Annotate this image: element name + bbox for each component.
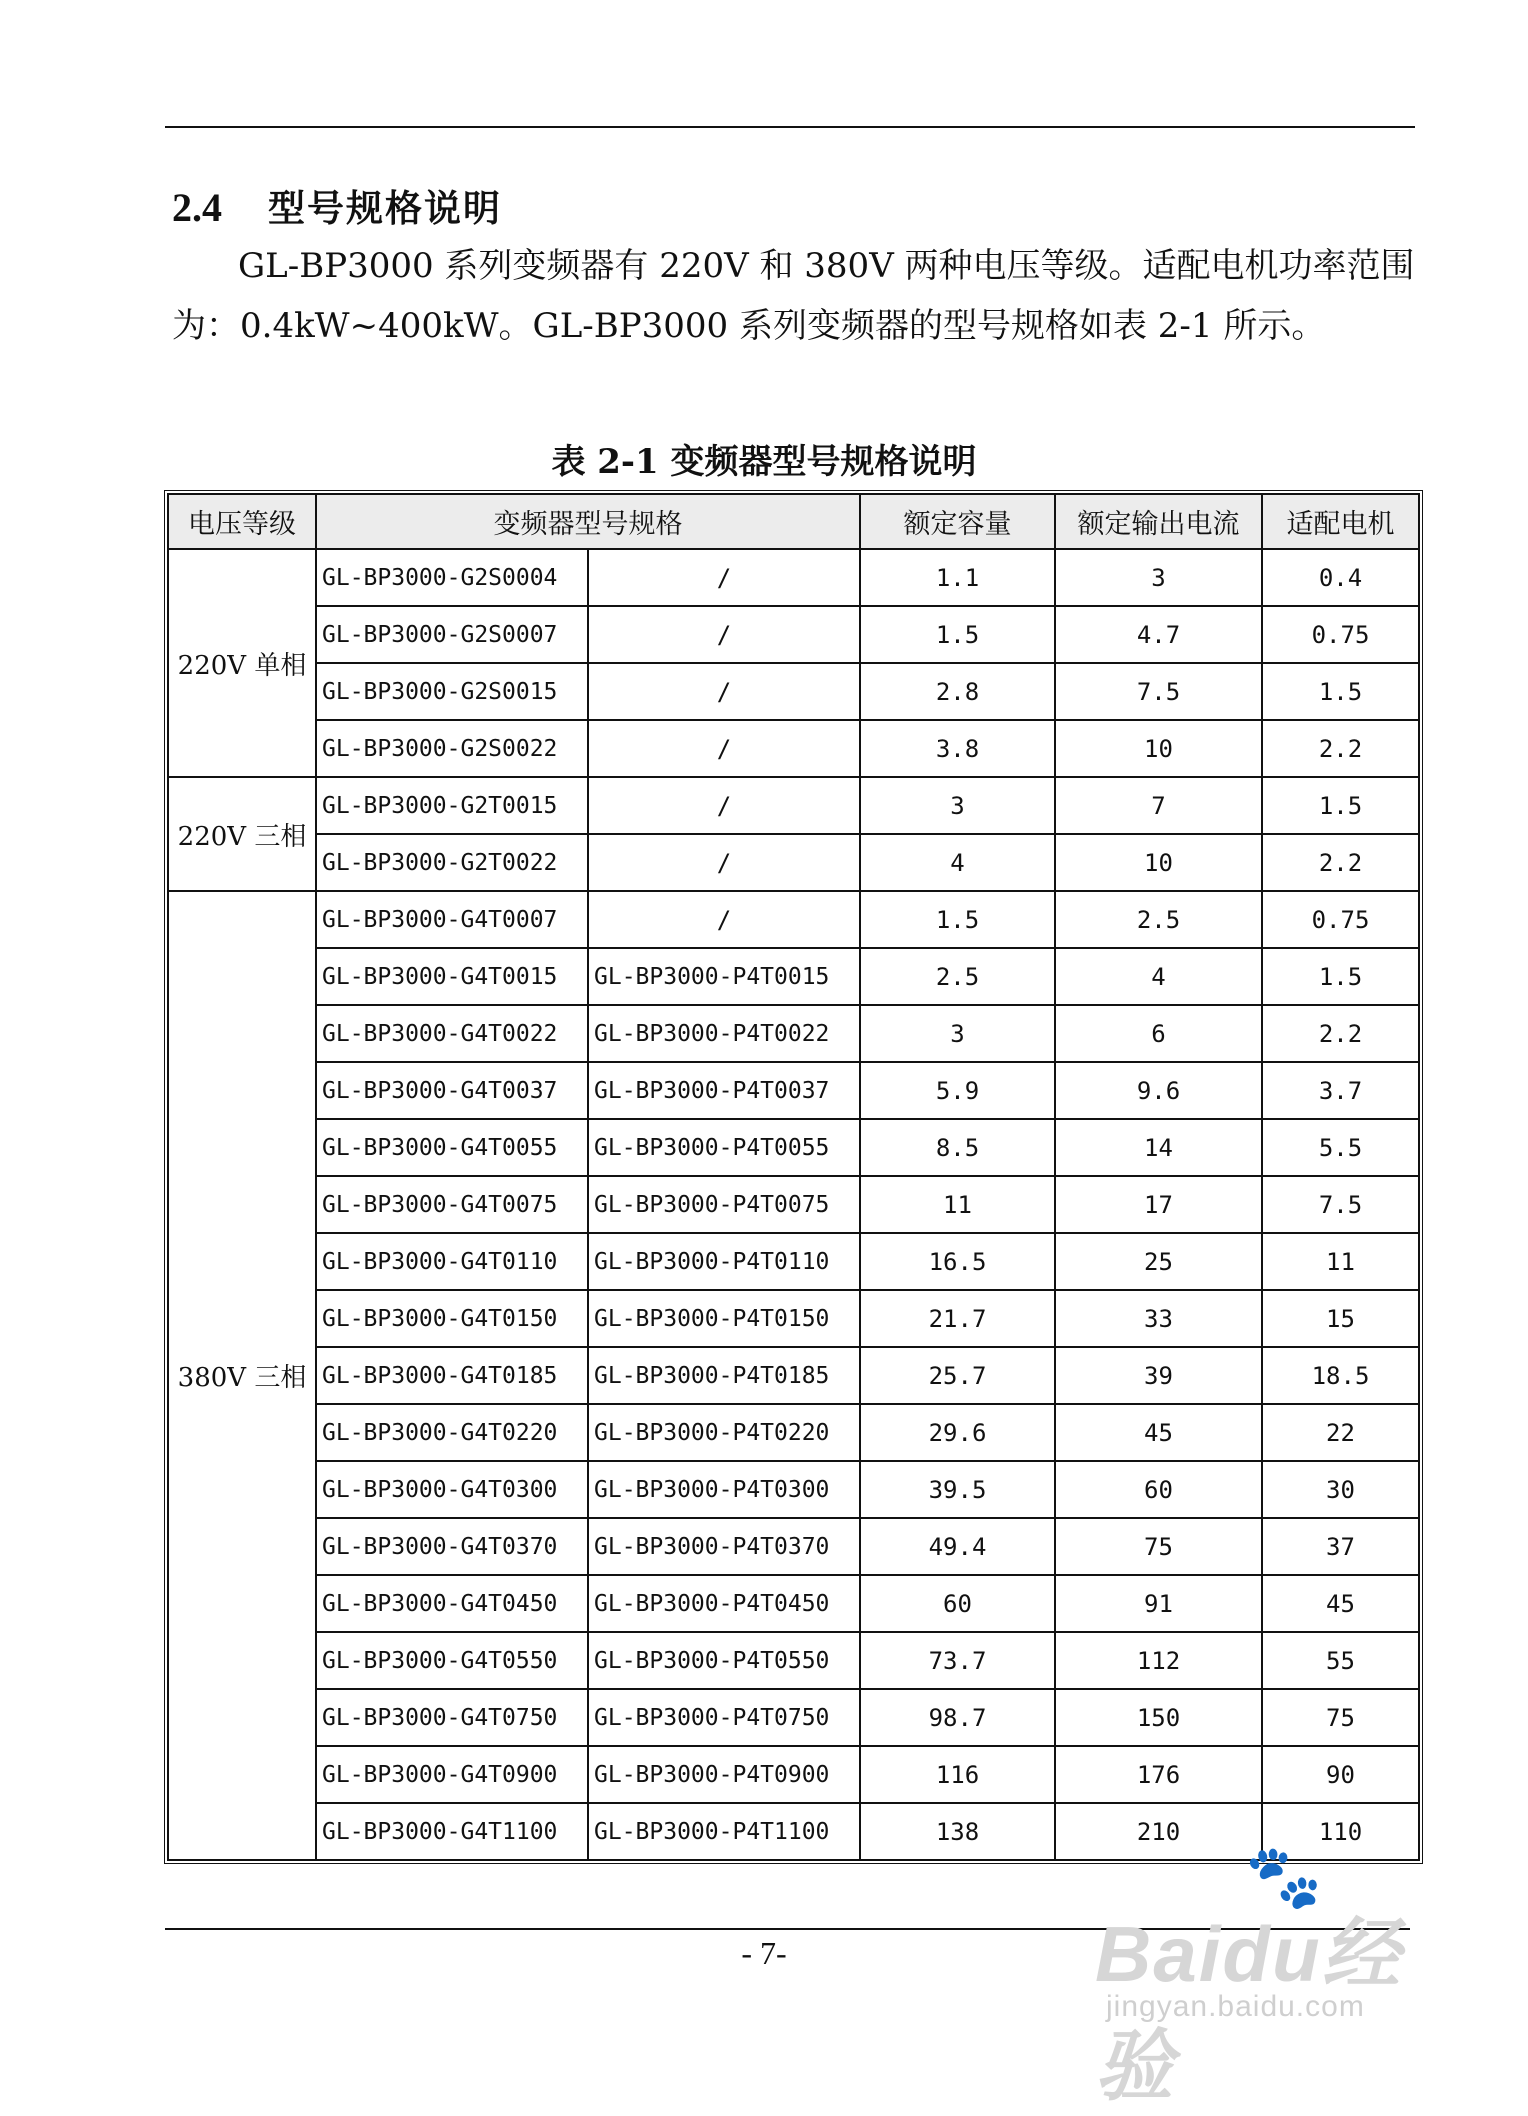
g-model-cell: GL-BP3000-G4T0185 (316, 1347, 588, 1404)
g-model-cell: GL-BP3000-G2S0007 (316, 606, 588, 663)
page-number: - 7- (741, 1935, 787, 1971)
paw-icon: 🐾 (1245, 1840, 1323, 1913)
capacity-cell: 3.8 (860, 720, 1055, 777)
voltage-class-cell: 380V 三相 (168, 891, 316, 1860)
current-cell: 10 (1055, 720, 1262, 777)
motor-cell: 110 (1262, 1803, 1419, 1860)
capacity-cell: 138 (860, 1803, 1055, 1860)
p-model-cell: GL-BP3000-P4T0150 (588, 1290, 860, 1347)
current-cell: 176 (1055, 1746, 1262, 1803)
capacity-cell: 60 (860, 1575, 1055, 1632)
capacity-cell: 4 (860, 834, 1055, 891)
p-model-cell: / (588, 891, 860, 948)
capacity-cell: 1.5 (860, 606, 1055, 663)
table-row (168, 1518, 1419, 1575)
current-cell: 17 (1055, 1176, 1262, 1233)
current-cell: 210 (1055, 1803, 1262, 1860)
motor-cell: 75 (1262, 1689, 1419, 1746)
section-number: 2.4 (172, 185, 222, 230)
capacity-cell: 1.1 (860, 549, 1055, 606)
current-cell: 33 (1055, 1290, 1262, 1347)
motor-cell: 18.5 (1262, 1347, 1419, 1404)
table-row (168, 948, 1419, 1005)
current-cell: 10 (1055, 834, 1262, 891)
section-title: 型号规格说明 (268, 186, 502, 230)
paragraph-line-1: GL-BP3000 系列变频器有 220V 和 380V 两种电压等级。适配电机功率范围 (238, 246, 1415, 286)
capacity-cell: 116 (860, 1746, 1055, 1803)
current-cell: 45 (1055, 1404, 1262, 1461)
voltage-class-cell: 220V 单相 (168, 549, 316, 777)
table-row (168, 1233, 1419, 1290)
header-current: 额定输出电流 (1055, 494, 1262, 549)
g-model-cell: GL-BP3000-G4T1100 (316, 1803, 588, 1860)
p-model-cell: GL-BP3000-P4T0900 (588, 1746, 860, 1803)
section-heading (172, 178, 502, 232)
table-row (168, 1461, 1419, 1518)
header-voltage: 电压等级 (168, 494, 316, 549)
table-row (168, 1632, 1419, 1689)
p-model-cell: GL-BP3000-P4T0015 (588, 948, 860, 1005)
p-model-cell: / (588, 663, 860, 720)
motor-cell: 3.7 (1262, 1062, 1419, 1119)
p-model-cell: GL-BP3000-P4T0750 (588, 1689, 860, 1746)
table-row (168, 1746, 1419, 1803)
p-model-cell: / (588, 549, 860, 606)
p-model-cell: GL-BP3000-P4T0300 (588, 1461, 860, 1518)
motor-cell: 0.75 (1262, 891, 1419, 948)
watermark-url: jingyan.baidu.com (1106, 1990, 1365, 2023)
table-body (168, 549, 1419, 1860)
table-row (168, 777, 1419, 834)
g-model-cell: GL-BP3000-G2S0022 (316, 720, 588, 777)
motor-cell: 0.4 (1262, 549, 1419, 606)
table-row (168, 891, 1419, 948)
capacity-cell: 25.7 (860, 1347, 1055, 1404)
p-model-cell: / (588, 606, 860, 663)
current-cell: 4 (1055, 948, 1262, 1005)
current-cell: 7 (1055, 777, 1262, 834)
capacity-cell: 5.9 (860, 1062, 1055, 1119)
header-motor: 适配电机 (1262, 494, 1419, 549)
current-cell: 6 (1055, 1005, 1262, 1062)
capacity-cell: 16.5 (860, 1233, 1055, 1290)
table-row (168, 606, 1419, 663)
g-model-cell: GL-BP3000-G4T0110 (316, 1233, 588, 1290)
voltage-class-cell: 220V 三相 (168, 777, 316, 891)
motor-cell: 55 (1262, 1632, 1419, 1689)
table-row (168, 549, 1419, 606)
current-cell: 14 (1055, 1119, 1262, 1176)
motor-cell: 37 (1262, 1518, 1419, 1575)
table-row (168, 1176, 1419, 1233)
g-model-cell: GL-BP3000-G4T0900 (316, 1746, 588, 1803)
header-model: 变频器型号规格 (316, 494, 860, 549)
current-cell: 150 (1055, 1689, 1262, 1746)
g-model-cell: GL-BP3000-G2T0015 (316, 777, 588, 834)
motor-cell: 45 (1262, 1575, 1419, 1632)
g-model-cell: GL-BP3000-G2S0015 (316, 663, 588, 720)
g-model-cell: GL-BP3000-G2T0022 (316, 834, 588, 891)
g-model-cell: GL-BP3000-G4T0075 (316, 1176, 588, 1233)
paragraph-line-2: 为：0.4kW~400kW。GL-BP3000 系列变频器的型号规格如表 2-1 所示。 (172, 306, 1326, 346)
table-caption: 表 2-1 变频器型号规格说明 (551, 442, 977, 482)
capacity-cell: 2.8 (860, 663, 1055, 720)
motor-cell: 90 (1262, 1746, 1419, 1803)
motor-cell: 0.75 (1262, 606, 1419, 663)
table-row (168, 1689, 1419, 1746)
p-model-cell: / (588, 834, 860, 891)
spec-table (167, 493, 1420, 1861)
header-rule (165, 126, 1415, 128)
g-model-cell: GL-BP3000-G4T0550 (316, 1632, 588, 1689)
current-cell: 9.6 (1055, 1062, 1262, 1119)
table-row (168, 1575, 1419, 1632)
current-cell: 7.5 (1055, 663, 1262, 720)
current-cell: 25 (1055, 1233, 1262, 1290)
capacity-cell: 98.7 (860, 1689, 1055, 1746)
header-capacity: 额定容量 (860, 494, 1055, 549)
g-model-cell: GL-BP3000-G4T0022 (316, 1005, 588, 1062)
watermark (1070, 1840, 1470, 2110)
p-model-cell: / (588, 720, 860, 777)
p-model-cell: GL-BP3000-P4T0037 (588, 1062, 860, 1119)
spec-table-frame (164, 490, 1423, 1864)
motor-cell: 1.5 (1262, 777, 1419, 834)
p-model-cell: GL-BP3000-P4T0075 (588, 1176, 860, 1233)
capacity-cell: 2.5 (860, 948, 1055, 1005)
p-model-cell: GL-BP3000-P4T0370 (588, 1518, 860, 1575)
current-cell: 3 (1055, 549, 1262, 606)
capacity-cell: 73.7 (860, 1632, 1055, 1689)
g-model-cell: GL-BP3000-G4T0015 (316, 948, 588, 1005)
table-row (168, 720, 1419, 777)
table-row (168, 1347, 1419, 1404)
capacity-cell: 8.5 (860, 1119, 1055, 1176)
g-model-cell: GL-BP3000-G4T0750 (316, 1689, 588, 1746)
motor-cell: 30 (1262, 1461, 1419, 1518)
g-model-cell: GL-BP3000-G4T0300 (316, 1461, 588, 1518)
motor-cell: 1.5 (1262, 948, 1419, 1005)
watermark-brand: Baidu经验 (1095, 1910, 1402, 2110)
capacity-cell: 3 (860, 777, 1055, 834)
capacity-cell: 3 (860, 1005, 1055, 1062)
p-model-cell: GL-BP3000-P4T0185 (588, 1347, 860, 1404)
motor-cell: 5.5 (1262, 1119, 1419, 1176)
g-model-cell: GL-BP3000-G4T0150 (316, 1290, 588, 1347)
current-cell: 39 (1055, 1347, 1262, 1404)
p-model-cell: GL-BP3000-P4T0220 (588, 1404, 860, 1461)
p-model-cell: GL-BP3000-P4T0055 (588, 1119, 860, 1176)
table-row (168, 1062, 1419, 1119)
p-model-cell: GL-BP3000-P4T0022 (588, 1005, 860, 1062)
capacity-cell: 29.6 (860, 1404, 1055, 1461)
table-row (168, 1005, 1419, 1062)
table-row (168, 834, 1419, 891)
capacity-cell: 21.7 (860, 1290, 1055, 1347)
table-row (168, 1404, 1419, 1461)
motor-cell: 1.5 (1262, 663, 1419, 720)
motor-cell: 2.2 (1262, 1005, 1419, 1062)
g-model-cell: GL-BP3000-G4T0220 (316, 1404, 588, 1461)
g-model-cell: GL-BP3000-G4T0055 (316, 1119, 588, 1176)
current-cell: 4.7 (1055, 606, 1262, 663)
p-model-cell: GL-BP3000-P4T0450 (588, 1575, 860, 1632)
current-cell: 91 (1055, 1575, 1262, 1632)
g-model-cell: GL-BP3000-G4T0450 (316, 1575, 588, 1632)
current-cell: 60 (1055, 1461, 1262, 1518)
current-cell: 112 (1055, 1632, 1262, 1689)
capacity-cell: 49.4 (860, 1518, 1055, 1575)
g-model-cell: GL-BP3000-G4T0037 (316, 1062, 588, 1119)
motor-cell: 7.5 (1262, 1176, 1419, 1233)
p-model-cell: GL-BP3000-P4T0110 (588, 1233, 860, 1290)
table-row (168, 1119, 1419, 1176)
current-cell: 75 (1055, 1518, 1262, 1575)
table-row (168, 663, 1419, 720)
p-model-cell: GL-BP3000-P4T1100 (588, 1803, 860, 1860)
current-cell: 2.5 (1055, 891, 1262, 948)
g-model-cell: GL-BP3000-G2S0004 (316, 549, 588, 606)
intro-paragraph (172, 236, 1417, 356)
p-model-cell: / (588, 777, 860, 834)
p-model-cell: GL-BP3000-P4T0550 (588, 1632, 860, 1689)
capacity-cell: 11 (860, 1176, 1055, 1233)
table-header-row (168, 494, 1419, 549)
motor-cell: 2.2 (1262, 720, 1419, 777)
motor-cell: 22 (1262, 1404, 1419, 1461)
table-row (168, 1290, 1419, 1347)
motor-cell: 11 (1262, 1233, 1419, 1290)
motor-cell: 15 (1262, 1290, 1419, 1347)
g-model-cell: GL-BP3000-G4T0370 (316, 1518, 588, 1575)
motor-cell: 2.2 (1262, 834, 1419, 891)
capacity-cell: 39.5 (860, 1461, 1055, 1518)
capacity-cell: 1.5 (860, 891, 1055, 948)
g-model-cell: GL-BP3000-G4T0007 (316, 891, 588, 948)
